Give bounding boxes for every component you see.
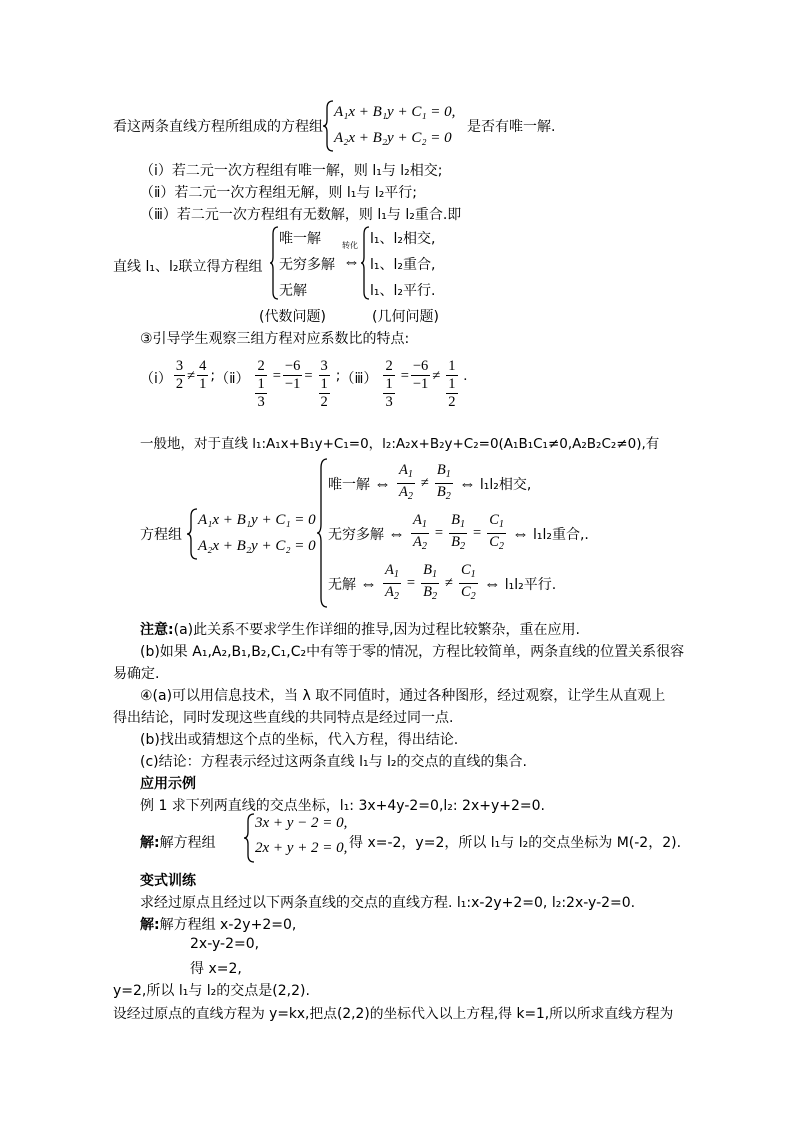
scheme-geometry-3: l₁、l₂平行. <box>370 283 436 299</box>
example-solution-prefix <box>140 832 216 852</box>
fraction: $\frac{3}{2}$ <box>175 358 184 392</box>
scheme-geometry-2: l₁、l₂重合, <box>370 257 436 273</box>
separator: ; <box>335 368 341 384</box>
case-result: l₁l₂相交, <box>479 476 532 493</box>
case-ii: （ⅱ）若二元一次方程组无解，则 l₁与 l₂平行; <box>140 185 418 201</box>
scheme-algebra-2: 无穷多解 <box>279 257 335 273</box>
intro-prefix: 看这两条直线方程所组成的方程组 <box>113 119 323 135</box>
solution-prefix: 解方程组 <box>159 835 216 851</box>
intro-eq2: A₂x + B₂y + C₂ = 0 <box>334 130 452 146</box>
left-brace-icon <box>360 226 370 300</box>
left-brace-icon <box>269 226 279 300</box>
variant-sol-line3: 得 x=2, <box>190 961 242 977</box>
case-result: l₁l₂重合,. <box>532 526 589 543</box>
variant-sol-line1 <box>140 914 296 934</box>
fraction: $\frac{2}{\frac{1}{3}}$ <box>385 358 393 410</box>
scheme-geometry-1: l₁、l₂相交, <box>370 231 436 247</box>
example-eq1: 3x + y − 2 = 0, <box>255 815 348 831</box>
ratio-label-i: （ⅰ） <box>140 371 172 387</box>
solution-label: 解: <box>140 835 160 851</box>
guide-3: ③引导学生观察三组方程对应系数比的特点: <box>140 331 410 347</box>
ratios-line: （ⅰ） $\frac{3}{2}$ ≠ $\frac{4}{1}$ ; （ⅱ） $\frac{2}{\frac{1}{3}}$ = $\frac{-6}{-1}$ = $\frac{3}{\frac{1}{2}}$ ; （ⅲ） $\frac{2}{\frac{1}{3}}$ = $\frac{-6}{-1}$ ≠ $\frac{1}{\frac{1}{2}}$ . <box>140 358 468 410</box>
variant-sol-line4: y=2,所以 l₁与 l₂的交点是(2,2). <box>113 983 310 999</box>
general-statement: 一般地，对于直线 l₁:A₁x+B₁y+C₁=0，l₂:A₂x+B₂y+C₂=0(A₁B₁C₁≠0,A₂B₂C₂≠0),有 <box>140 436 660 452</box>
variant-task: 求经过原点且经过以下两条直线的交点的直线方程. l₁:x-2y+2=0, l₂:2x-y-2=0. <box>140 895 636 911</box>
fraction: $\frac{2}{\frac{1}{3}}$ <box>257 358 265 410</box>
ratio-label-ii: （ⅱ） <box>215 371 250 387</box>
notes-a: (a)此关系不要求学生作详细的推导,因为过程比较繁杂，重在应用. <box>173 622 581 638</box>
caption-algebra: (代数问题) <box>259 309 326 325</box>
intro-suffix: 是否有唯一解. <box>467 119 556 135</box>
case-text: 无穷多解 <box>328 526 384 543</box>
left-brace-icon <box>243 813 255 863</box>
system-eq2: A₂x + B₂y + C₂ = 0 <box>198 538 316 554</box>
notes-4b: (b)找出或猜想这个点的坐标，代入方程，得出结论. <box>140 732 459 748</box>
example-heading: 应用示例 <box>140 776 196 792</box>
variant-sol-line2: 2x-y-2=0, <box>190 936 260 952</box>
left-brace-icon <box>316 458 328 608</box>
arrow-label: 转化 <box>342 241 358 250</box>
left-brace-icon <box>322 100 334 152</box>
fraction: $\frac{-6}{-1}$ <box>284 358 301 392</box>
solution-line: 解方程组 x-2y+2=0, <box>159 917 297 933</box>
intro-eq1: A₁x + B₁y + C₁ = 0, <box>334 104 456 120</box>
solution-label: 解: <box>140 917 160 933</box>
notes-title: 注意: <box>140 622 174 638</box>
case-text: 唯一解 <box>328 476 370 493</box>
fraction: $\frac{-6}{-1}$ <box>412 358 429 392</box>
scheme-algebra-1: 唯一解 <box>279 231 321 247</box>
notes-line-a <box>140 619 580 639</box>
system-eq1: A₁x + B₁y + C₁ = 0 <box>198 512 316 528</box>
case-text: 无解 <box>328 576 356 593</box>
separator: ; <box>210 368 216 384</box>
example-eq2: 2x + y + 2 = 0, <box>255 840 348 856</box>
ratio-label-iii: （ⅲ） <box>340 371 378 387</box>
example-solution-suffix: 得 x=-2，y=2，所以 l₁与 l₂的交点坐标为 M(-2，2). <box>349 835 682 851</box>
system-case-unique: 唯一解 ⇔ $\frac{A_1}{A_2}$ ≠ $\frac{B_1}{B_2}$ ⇔ l₁l₂相交, <box>328 462 532 502</box>
left-brace-icon <box>186 508 198 560</box>
notes-b2: 易确定. <box>113 666 160 682</box>
fraction: $\frac{1}{\frac{1}{2}}$ <box>448 358 456 410</box>
iff-arrow-icon: ⇔ <box>343 252 360 271</box>
variant-heading: 变式训练 <box>140 873 196 889</box>
caption-geometry: (几何问题) <box>372 309 439 325</box>
fraction: $\frac{4}{1}$ <box>199 358 207 392</box>
system-label: 方程组 <box>140 527 182 543</box>
system-case-none: 无解 ⇔ $\frac{A_1}{A_2}$ = $\frac{B_1}{B_2}$ ≠ $\frac{C_1}{C_2}$ ⇔ l₁l₂平行. <box>328 562 557 602</box>
case-iii: （ⅲ）若二元一次方程组有无数解，则 l₁与 l₂重合.即 <box>140 207 462 223</box>
case-result: l₁l₂平行. <box>504 576 557 593</box>
example-1: 例 1 求下列两直线的交点坐标，l₁: 3x+4y-2=0,l₂: 2x+y+2=0. <box>140 798 545 814</box>
scheme-algebra-3: 无解 <box>279 283 307 299</box>
notes-b1: (b)如果 A₁,A₂,B₁,B₂,C₁,C₂中有等于零的情况，方程比较简单，两条直线的位置关系很容 <box>140 644 685 660</box>
notes-4a2: 得出结论，同时发现这些直线的共同特点是经过同一点. <box>113 710 454 726</box>
notes-4a1: ④(a)可以用信息技术，当 λ 取不同值时，通过各种图形，经过观察，让学生从直观上 <box>140 688 666 704</box>
case-i: （ⅰ）若二元一次方程组有唯一解，则 l₁与 l₂相交; <box>140 163 443 179</box>
fraction: $\frac{3}{\frac{1}{2}}$ <box>320 358 328 410</box>
notes-4c: (c)结论：方程表示经过这两条直线 l₁与 l₂的交点的直线的集合. <box>140 754 527 770</box>
variant-sol-line5: 设经过原点的直线方程为 y=kx,把点(2,2)的坐标代入以上方程,得 k=1,所以所求直线方程为 <box>113 1006 674 1022</box>
scheme-prefix: 直线 l₁、l₂联立得方程组 <box>113 259 263 275</box>
system-case-infinite: 无穷多解 ⇔ $\frac{A_1}{A_2}$ = $\frac{B_1}{B_2}$ = $\frac{C_1}{C_2}$ ⇔ l₁l₂重合,. <box>328 512 589 552</box>
